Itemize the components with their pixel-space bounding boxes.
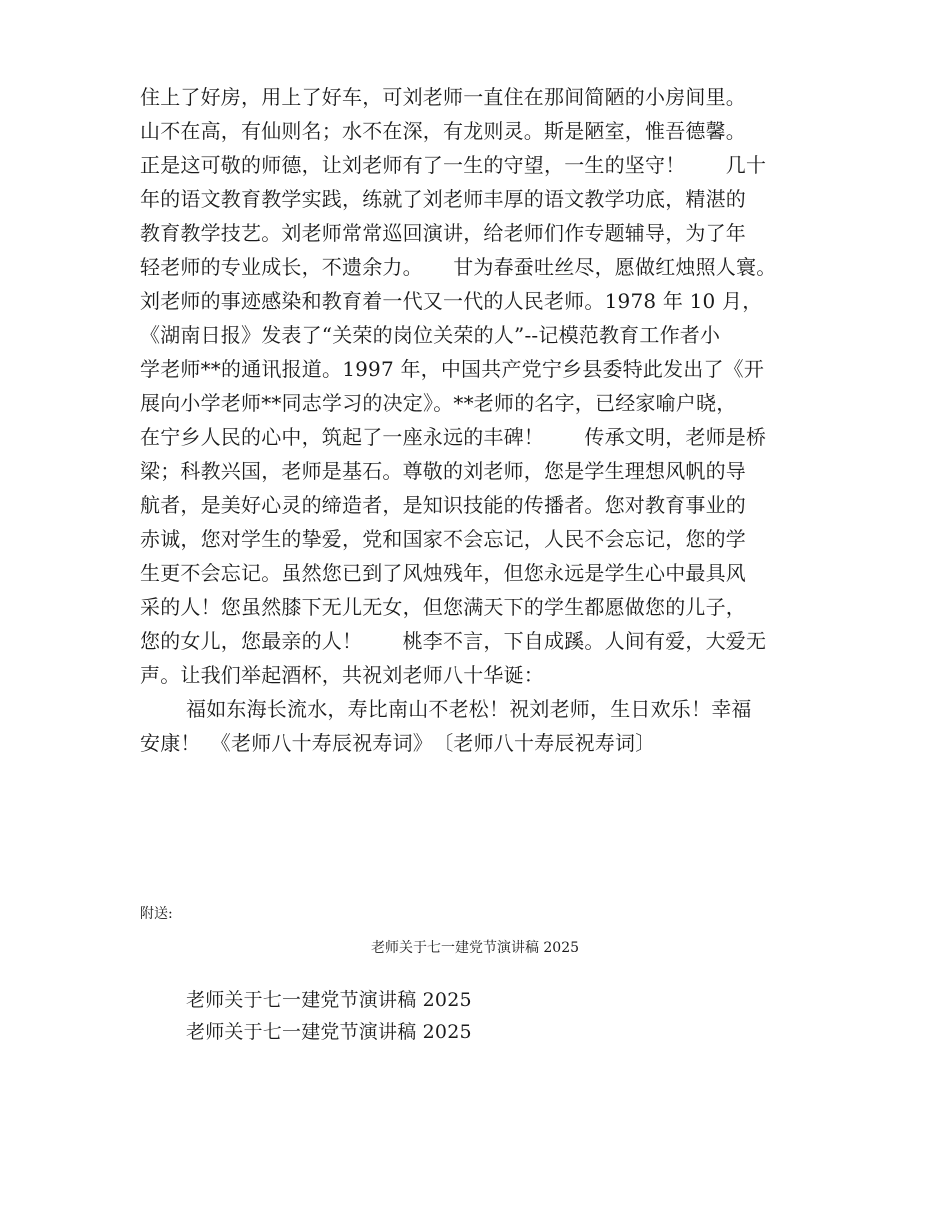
body-line: 赤诚，您对学生的挚爱，党和国家不会忘记，人民不会忘记，您的学: [140, 527, 746, 551]
body-line: 学老师**的通讯报道。1997 年，中国共产党宁乡县委特此发出了《开: [140, 357, 765, 381]
body-line: 声。让我们举起酒杯，共祝刘老师八十华诞：: [140, 663, 544, 687]
body-line: 福如东海长流水，寿比南山不老松！祝刘老师，生日欢乐！幸福: [186, 697, 752, 721]
body-line: 展向小学老师**同志学习的决定》。**老师的名字，已经家喻户晓，: [140, 391, 737, 415]
body-line: 您的女儿，您最亲的人！ 桃李不言，下自成蹊。人间有爱，大爱无: [140, 629, 767, 653]
body-line: 《湖南日报》发表了“关荣的岗位关荣的人”--记模范教育工作者小: [140, 323, 721, 347]
body-line: 在宁乡人民的心中，筑起了一座永远的丰碑！ 传承文明，老师是桥: [140, 425, 767, 449]
appendix-title: 老师关于七一建党节演讲稿 2025: [370, 940, 580, 956]
body-line: 正是这可敬的师德，让刘老师有了一生的守望，一生的坚守！ 几十: [140, 153, 767, 177]
appendix-line: 老师关于七一建党节演讲稿 2025: [186, 1021, 472, 1043]
body-line: 年的语文教育教学实践，练就了刘老师丰厚的语文教学功底，精湛的: [140, 187, 746, 211]
body-line: 生更不会忘记。虽然您已到了风烛残年，但您永远是学生心中最具风: [140, 561, 746, 585]
appendix-lines: [186, 984, 472, 1048]
body-line: 山不在高，有仙则名；水不在深，有龙则灵。斯是陋室，惟吾德馨。: [140, 119, 746, 143]
body-line: 刘老师的事迹感染和教育着一代又一代的人民老师。1978 年 10 月，: [140, 289, 763, 313]
body-line: 教育教学技艺。刘老师常常巡回演讲，给老师们作专题辅导，为了年: [140, 221, 746, 245]
appendix-label: 附送:: [140, 906, 173, 922]
body-line: 采的人！您虽然膝下无儿无女，但您满天下的学生都愿做您的儿子，: [140, 595, 746, 619]
body-text: [140, 80, 820, 760]
body-line: 住上了好房，用上了好车，可刘老师一直住在那间简陋的小房间里。: [140, 85, 746, 109]
appendix-line: 老师关于七一建党节演讲稿 2025: [186, 989, 472, 1011]
body-line: 梁；科教兴国，老师是基石。尊敬的刘老师，您是学生理想风帆的导: [140, 459, 746, 483]
body-line: 轻老师的专业成长，不遗余力。 甘为春蚕吐丝尽，愿做红烛照人寰。: [140, 255, 777, 279]
body-line: 安康！ 《老师八十寿辰祝寿词》 〔老师八十寿辰祝寿词〕: [140, 731, 656, 755]
body-line: 航者，是美好心灵的缔造者，是知识技能的传播者。您对教育事业的: [140, 493, 746, 517]
